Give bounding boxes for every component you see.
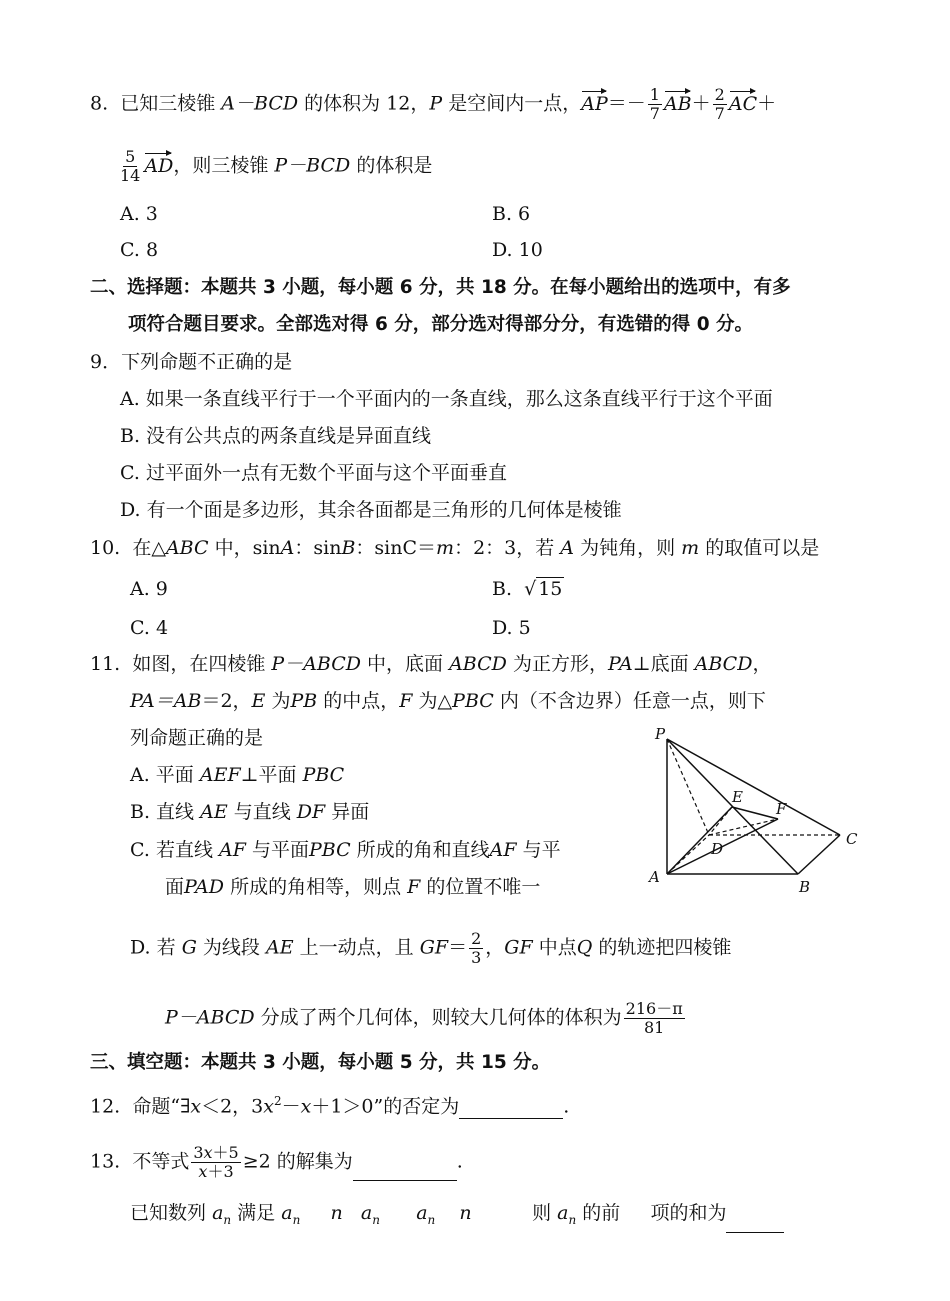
fraction-2-3: $\frac{2}{3}$	[471, 929, 482, 967]
vector-ad: AD	[144, 154, 174, 177]
sqrt-15: √ 15	[524, 578, 563, 600]
q8-text: 的体积是	[356, 154, 433, 177]
q12-stem: 12. 命题“∃x＜2，$3x^2-x+1>0$”的否定为 .	[90, 1094, 570, 1118]
vector-ac: AC	[728, 92, 758, 115]
q8-option-b: B. 6	[492, 203, 531, 225]
q8-line1	[90, 86, 776, 123]
q8-option-d: D. 10	[492, 239, 543, 261]
plus: ＋	[691, 92, 711, 115]
q8-tetra-p: P－BCD	[274, 154, 351, 177]
q8-eq: ＝－	[607, 92, 646, 115]
section3-heading: 三、填空题：本题共 3 小题，每小题 5 分，共 15 分。	[90, 1052, 551, 1073]
q9-option-d: D. 有一个面是多边形，其余各面都是三角形的几何体是棱锥	[120, 499, 622, 521]
edge-pd-hidden	[667, 739, 709, 835]
label-p: P	[655, 725, 666, 743]
label-c: C	[846, 830, 858, 848]
q11-option-d-line1: D. 若 G 为线段 AE 上一动点，且 GF＝ $\frac{2}{3}$ ，GF 中点Q 的轨迹把四棱锥	[130, 929, 732, 967]
q11-option-c-line2: 面PAD 所成的角相等，则点 F 的位置不唯一	[165, 876, 541, 898]
q11-option-c-line1: C. 若直线 AF 与平面PBC 所成的角和直线AF 与平	[130, 839, 561, 861]
q11-option-a: A. 平面 AEF⊥平面 PBC	[130, 764, 345, 786]
q9-option-a: A. 如果一条直线平行于一个平面内的一条直线，那么这条直线平行于这个平面	[120, 388, 773, 410]
q10-option-d: D. 5	[492, 617, 531, 639]
q11-line2: PA＝AB＝2，E 为PB 的中点，F 为△PBC 内（不含边界）任意一点，则下	[130, 690, 766, 712]
q8-text: 的体积为 12，	[304, 92, 430, 115]
q11-line3: 列命题正确的是	[130, 727, 264, 749]
segment-df-hidden	[709, 819, 778, 835]
fraction-volume: $\frac{216-\pi}{81}$	[625, 999, 683, 1037]
q11-option-b: B. 直线 AE 与直线 DF 异面	[130, 801, 370, 823]
q10-option-c: C. 4	[130, 617, 169, 639]
label-a: A	[649, 868, 660, 886]
fraction-inequality: $\frac{3x+5}{x+3}$	[193, 1143, 239, 1181]
vector-ab: AB	[663, 92, 692, 115]
q11-line1: 11. 如图，在四棱锥 P－ABCD 中，底面 ABCD 为正方形，PA⊥底面 ABCD，	[90, 653, 772, 675]
fraction-1-7: $\frac{1}{7}$	[649, 85, 660, 123]
q8-line2	[116, 148, 432, 185]
q11-option-d-line2: P－ABCD 分成了两个几何体，则较大几何体的体积为 $\frac{216-\pi}{81}$	[165, 999, 683, 1037]
edge-bc	[798, 835, 840, 874]
edge-pc	[667, 739, 840, 835]
q9-option-b: B. 没有公共点的两条直线是异面直线	[120, 425, 432, 447]
q14-stem: 已知数列 $a_n$ 满足 $a_n$ n $a_n$ $a_n$ n 则 $a_n$ 的前 项的和为	[130, 1200, 784, 1233]
q8-point-p: P	[429, 92, 443, 115]
fraction-5-14: $\frac{5}{14}$	[120, 147, 141, 185]
edge-ad-hidden	[667, 835, 709, 874]
q10-option-b: B. √ 15	[492, 578, 563, 600]
vector-ap: AP	[581, 92, 608, 115]
q8-option-c: C. 8	[120, 239, 159, 261]
q10-stem: 10. 在△ABC 中，sinA：sinB：sinC＝m：2：3，若 A 为钝角，则 m 的取值可以是	[90, 537, 820, 559]
plus: ＋	[757, 92, 777, 115]
q8-number: 8.	[90, 92, 109, 115]
q8-text: 已知三棱锥	[120, 92, 216, 115]
q13-stem: 13. 不等式 $\frac{3x+5}{x+3}$ ≥2 的解集为 .	[90, 1143, 463, 1181]
label-e: E	[732, 788, 743, 806]
label-d: D	[711, 840, 724, 858]
label-f: F	[776, 800, 787, 818]
q10-option-a: A. 9	[130, 578, 168, 600]
section2-heading-line1: 二、选择题：本题共 3 小题，每小题 6 分，共 18 分。在每小题给出的选项中，有多	[90, 277, 791, 298]
fraction-2-7: $\frac{2}{7}$	[714, 85, 725, 123]
pyramid-figure	[645, 722, 865, 902]
q8-text: ，则三棱锥	[173, 154, 269, 177]
q14-answer-blank[interactable]	[726, 1212, 784, 1233]
q8-option-a: A. 3	[120, 203, 158, 225]
q12-answer-blank[interactable]	[459, 1098, 563, 1119]
q9-option-c: C. 过平面外一点有无数个平面与这个平面垂直	[120, 462, 507, 484]
section2-heading-line2: 项符合题目要求。全部选对得 6 分，部分选对得部分分，有选错的得 0 分。	[128, 314, 754, 335]
q8-tetra-a: A－BCD	[221, 92, 299, 115]
q9-stem: 9．下列命题不正确的是	[90, 351, 293, 373]
label-b: B	[799, 878, 811, 896]
q13-answer-blank[interactable]	[353, 1160, 457, 1181]
q8-text: 是空间内一点，	[448, 92, 582, 115]
